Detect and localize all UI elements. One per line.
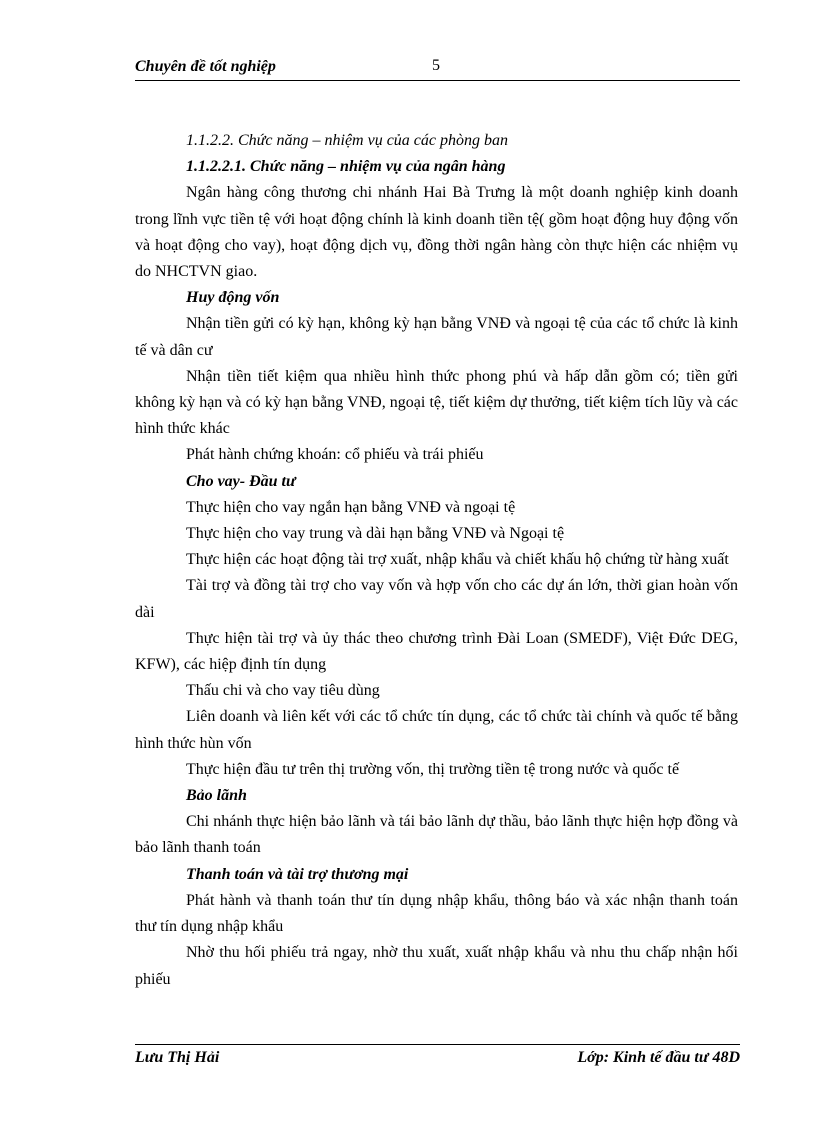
- paragraph: Phát hành chứng khoán: cổ phiếu và trái phiếu: [186, 446, 484, 464]
- header-title: Chuyên đề tốt nghiệp: [135, 58, 276, 75]
- page-header: [135, 56, 740, 81]
- paragraph: Nhận tiền gửi có kỳ hạn, không kỳ hạn bằng VNĐ và ngoại tệ của các tổ chức là kinh tế và dân cư: [135, 315, 738, 359]
- paragraph: Nhờ thu hối phiếu trả ngay, nhờ thu xuất, xuất nhập khẩu và nhu thu chấp nhận hối phiếu: [135, 944, 738, 988]
- paragraph: Thực hiện đầu tư trên thị trường vốn, thị trường tiền tệ trong nước và quốc tế: [186, 760, 680, 778]
- paragraph: Liên doanh và liên kết với các tổ chức tín dụng, các tổ chức tài chính và quốc tế bằng hình thức hùn vốn: [135, 708, 738, 752]
- heading-cho-vay-dau-tu: Cho vay- Đầu tư: [186, 472, 296, 490]
- footer-class: Lớp: Kinh tế đầu tư 48D: [577, 1049, 740, 1066]
- heading-bao-lanh: Bảo lãnh: [186, 787, 247, 805]
- paragraph: Thấu chi và cho vay tiêu dùng: [186, 682, 380, 700]
- paragraph: Tài trợ và đồng tài trợ cho vay vốn và hợp vốn cho các dự án lớn, thời gian hoàn vốn dài: [135, 577, 738, 621]
- section-heading: 1.1.2.2. Chức năng – nhiệm vụ của các phòng ban: [186, 132, 509, 149]
- document-body: [135, 128, 738, 993]
- heading-huy-dong-von: Huy động vốn: [186, 289, 280, 307]
- paragraph: Thực hiện tài trợ và ủy thác theo chương trình Đài Loan (SMEDF), Việt Đức DEG, KFW), các hiệp định tín dụng: [135, 629, 738, 674]
- paragraph: Thực hiện cho vay ngắn hạn bằng VNĐ và ngoại tệ: [186, 498, 516, 516]
- subsection-heading: 1.1.2.2.1. Chức năng – nhiệm vụ của ngân hàng: [186, 158, 506, 176]
- paragraph: Thực hiện cho vay trung và dài hạn bằng VNĐ và Ngoại tệ: [186, 525, 565, 543]
- paragraph: Thực hiện các hoạt động tài trợ xuất, nhập khẩu và chiết khấu hộ chứng từ hàng xuất: [186, 551, 729, 569]
- paragraph: Nhận tiền tiết kiệm qua nhiều hình thức phong phú và hấp dẫn gồm có; tiền gửi không kỳ hạn và có kỳ hạn bằng VNĐ, ngoại tệ, tiết kiệm dự thưởng, tiết kiệm tích lũy và các hình thức khác: [135, 367, 738, 438]
- page-number: 5: [432, 57, 440, 74]
- intro-paragraph: Ngân hàng công thương chi nhánh Hai Bà Trưng là một doanh nghiệp kinh doanh trong lĩnh vực tiền tệ với hoạt động chính là kinh doanh tiền tệ( gồm hoạt động huy động vốn và hoạt động cho vay), hoạt động dịch vụ, đồng thời ngân hàng còn thực hiện các nhiệm vụ do NHCTVN giao.: [135, 184, 738, 281]
- heading-thanh-toan: Thanh toán và tài trợ thương mại: [186, 865, 409, 883]
- footer-author: Lưu Thị Hải: [135, 1049, 220, 1066]
- paragraph: Chi nhánh thực hiện bảo lãnh và tái bảo lãnh dự thầu, bảo lãnh thực hiện hợp đồng và bảo lãnh thanh toán: [135, 813, 738, 857]
- page-footer: [135, 1044, 740, 1069]
- paragraph: Phát hành và thanh toán thư tín dụng nhập khẩu, thông báo và xác nhận thanh toán thư tín dụng nhập khẩu: [135, 891, 738, 936]
